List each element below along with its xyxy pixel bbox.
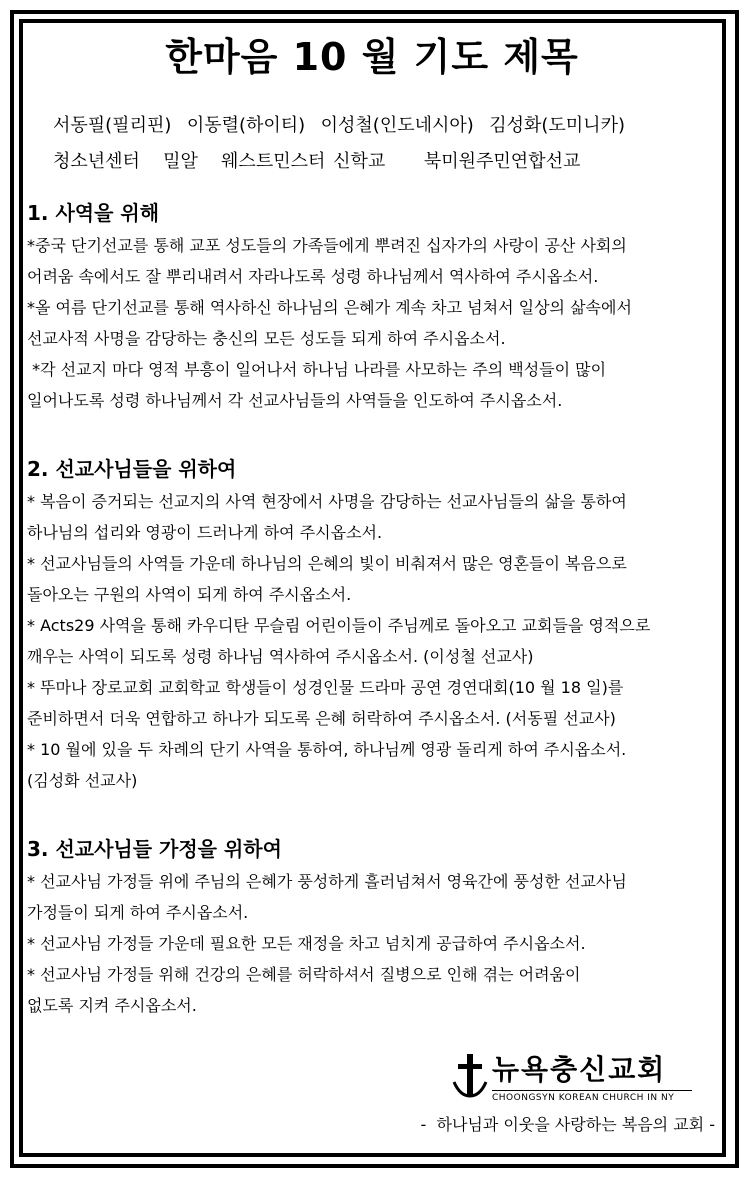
section-line: * 선교사님들의 사역들 가운데 하나님의 은혜의 빛이 비춰져서 많은 영혼들이 복음으로 [27, 554, 627, 573]
section-line: *각 선교지 마다 영적 부흥이 일어나서 하나님 나라를 사모하는 주의 백성들이 많이 [27, 360, 607, 379]
section-line: 하나님의 섭리와 영광이 드러나게 하여 주시옵소서. [27, 523, 383, 542]
section-line: (김성화 선교사) [27, 771, 138, 790]
section-line: * 선교사님 가정들 위에 주님의 은혜가 풍성하게 흘러넘쳐서 영육간에 풍성한 선교사님 [27, 872, 627, 891]
logo-divider [492, 1090, 692, 1091]
section-line: 일어나도록 성령 하나님께서 각 선교사님들의 사역들을 인도하여 주시옵소서. [27, 391, 563, 410]
section-line: * 10 월에 있을 두 차례의 단기 사역을 통하여, 하나님께 영광 돌리게 하여 주시옵소서. [27, 740, 627, 759]
section-line: 준비하면서 더욱 연합하고 하나가 되도록 은혜 허락하여 주시옵소서. (서동필 선교사) [27, 709, 616, 728]
section-missionaries [27, 454, 717, 796]
section-line: 없도록 지켜 주시옵소서. [27, 996, 197, 1015]
section-line: 깨우는 사역이 되도록 성령 하나님 역사하여 주시옵소서. (이성철 선교사) [27, 647, 534, 666]
section-line: * 뚜마나 장로교회 교회학교 학생들이 성경인물 드라마 공연 경연대회(10 월 18 일)를 [27, 678, 624, 697]
section-line: 어려움 속에서도 잘 뿌리내려서 자라나도록 성령 하나님께서 역사하여 주시옵소서. [27, 267, 599, 286]
church-motto: - 하나님과 이웃을 사랑하는 복음의 교회 - [420, 1115, 715, 1134]
prayer-document [27, 30, 717, 1021]
section-line: 돌아오는 구원의 사역이 되게 하여 주시옵소서. [27, 585, 352, 604]
section-line: 선교사적 사명을 감당하는 충신의 모든 성도들 되게 하여 주시옵소서. [27, 329, 506, 348]
section-line: * Acts29 사역을 통해 카우디탄 무슬림 어린이들이 주님께로 돌아오고 교회들을 영적으로 [27, 616, 651, 635]
names-row-1: 서동필(필리핀) 이동렬(하이티) 이성철(인도네시아) 김성화(도미니카) [53, 115, 625, 136]
section-line: *중국 단기선교를 통해 교포 성도들의 가족들에게 뿌려진 십자가의 사랑이 공산 사회의 [27, 236, 627, 255]
logo-korean-name: 뉴욕충신교회 [492, 1053, 667, 1086]
section-families [27, 834, 717, 1021]
logo-english-name: CHOONGSYN KOREAN CHURCH IN NY [492, 1093, 675, 1103]
church-logo [446, 1052, 706, 1104]
section-line: * 복음이 증거되는 선교지의 사역 현장에서 사명을 감당하는 선교사님들의 삶을 통하여 [27, 492, 627, 511]
section-ministry [27, 198, 717, 416]
section-heading: 2. 선교사님들을 위하여 [27, 457, 237, 481]
section-line: *올 여름 단기선교를 통해 역사하신 하나님의 은혜가 계속 차고 넘쳐서 일상의 삶속에서 [27, 298, 632, 317]
page-title: 한마음 10 월 기도 제목 [165, 35, 579, 79]
section-line: 가정들이 되게 하여 주시옵소서. [27, 903, 249, 922]
names-row-2: 청소년센터 밀알 웨스트민스터 신학교 북미원주민연합선교 [53, 151, 581, 172]
missionary-names [27, 108, 717, 180]
section-line: * 선교사님 가정들 가운데 필요한 모든 재정을 차고 넘치게 공급하여 주시옵소서. [27, 934, 586, 953]
section-heading: 1. 사역을 위해 [27, 201, 160, 225]
section-line: * 선교사님 가정들 위해 건강의 은혜를 허락하셔서 질병으로 인해 겪는 어려움이 [27, 965, 581, 984]
section-heading: 3. 선교사님들 가정을 위하여 [27, 837, 282, 861]
cross-icon [450, 1052, 490, 1100]
